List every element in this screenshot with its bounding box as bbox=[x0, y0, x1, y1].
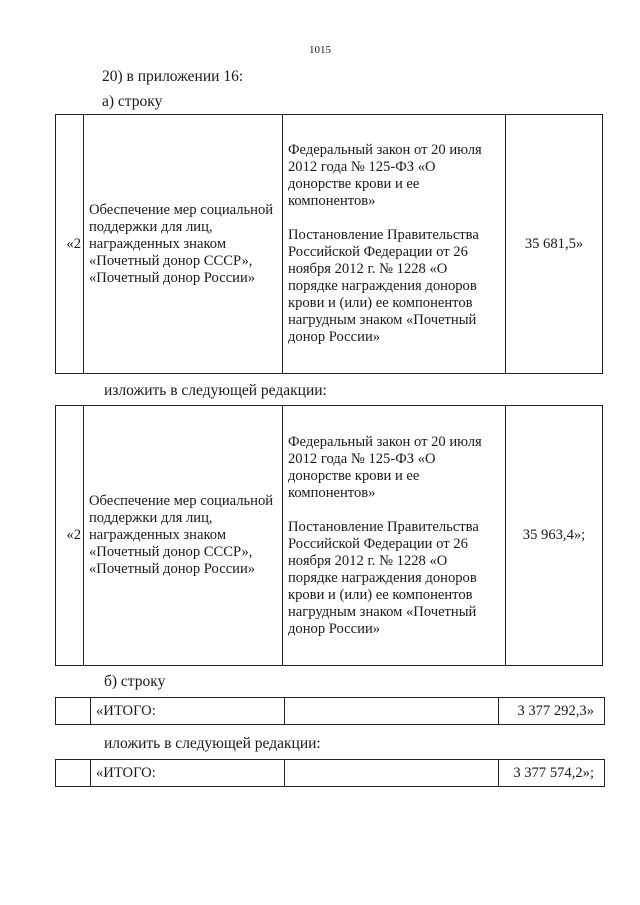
total-label-cell: «ИТОГО: bbox=[91, 760, 285, 787]
empty-cell bbox=[285, 760, 499, 787]
legal-basis-cell bbox=[283, 115, 506, 374]
legal-basis-cell bbox=[283, 406, 506, 666]
row-number-cell: «2 bbox=[56, 115, 84, 374]
page-number: 1015 bbox=[309, 44, 331, 56]
table-total-old bbox=[55, 697, 605, 725]
government-decree-text: Постановление Правительства Российской Федерации от 26 ноября 2012 г. № 1228 «О порядке награждения доноров крови и (или) ее компонентов нагрудным знаком «Почетный донор России» bbox=[288, 227, 479, 345]
table-row bbox=[56, 406, 603, 666]
total-label-cell: «ИТОГО: bbox=[91, 698, 285, 725]
table-row bbox=[56, 115, 603, 374]
total-amount-cell: 3 377 292,3» bbox=[499, 698, 605, 725]
description-cell: Обеспечение мер социальной поддержки для лиц, награжденных знаком «Почетный донор СССР», «Почетный донор России» bbox=[84, 115, 283, 374]
federal-law-text: Федеральный закон от 20 июля 2012 года № 125-ФЗ «О донорстве крови и ее компонентов» bbox=[288, 142, 482, 209]
federal-law-text: Федеральный закон от 20 июля 2012 года № 125-ФЗ «О донорстве крови и ее компонентов» bbox=[288, 433, 482, 501]
paragraph-new-edition-2: иложить в следующей редакции: bbox=[104, 735, 321, 752]
amount-cell: 35 963,4»; bbox=[506, 406, 603, 666]
table-row bbox=[56, 760, 605, 787]
paragraph-row-a: а) строку bbox=[102, 93, 163, 110]
description-cell: Обеспечение мер социальной поддержки для лиц, награжденных знаком «Почетный донор СССР», «Почетный донор России» bbox=[84, 406, 283, 666]
empty-cell bbox=[285, 698, 499, 725]
amount-cell: 35 681,5» bbox=[506, 115, 603, 374]
empty-cell bbox=[56, 760, 91, 787]
total-amount-cell: 3 377 574,2»; bbox=[499, 760, 605, 787]
table-row-old bbox=[55, 114, 603, 374]
row-number-cell: «2 bbox=[56, 406, 84, 666]
table-total-new bbox=[55, 759, 605, 787]
empty-cell bbox=[56, 698, 91, 725]
table-row-new bbox=[55, 405, 603, 666]
paragraph-new-edition-1: изложить в следующей редакции: bbox=[104, 382, 327, 399]
table-row bbox=[56, 698, 605, 725]
government-decree-text: Постановление Правительства Российской Федерации от 26 ноября 2012 г. № 1228 «О порядке награждения доноров крови и (или) ее компонентов нагрудным знаком «Почетный донор России» bbox=[288, 518, 479, 637]
paragraph-annex-intro: 20) в приложении 16: bbox=[102, 68, 244, 85]
paragraph-row-b: б) строку bbox=[104, 673, 166, 690]
